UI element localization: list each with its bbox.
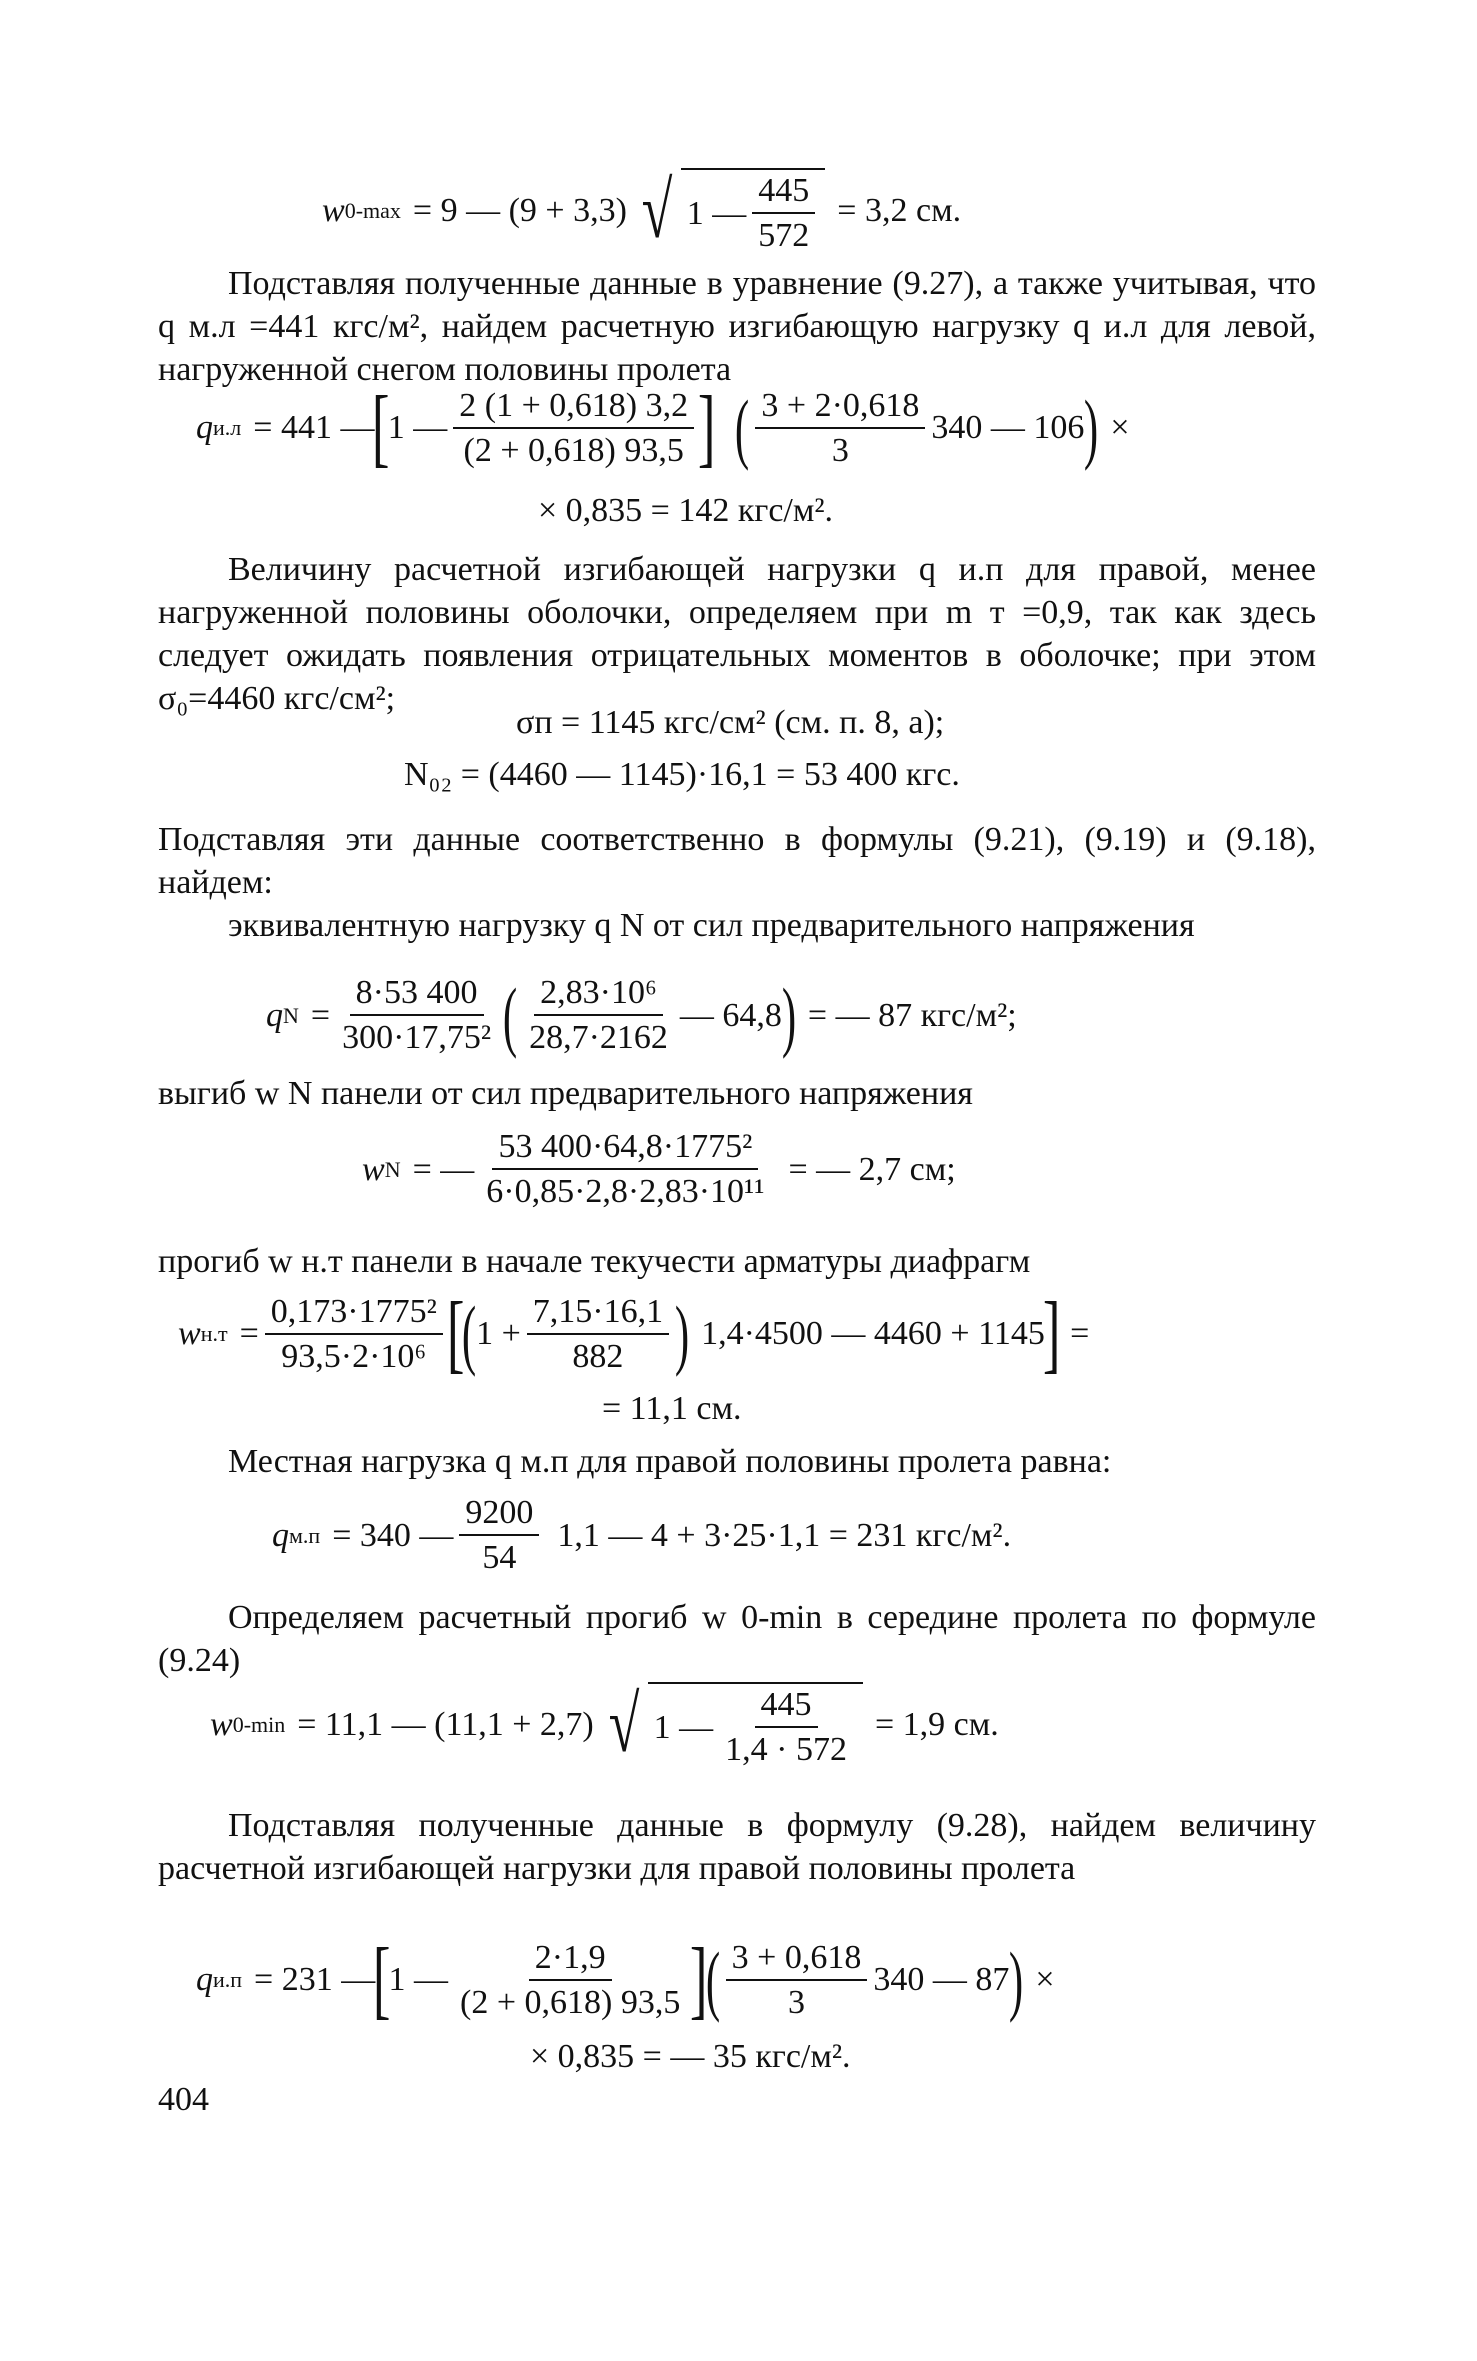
eq7-fraction-2: $\frac{7,15\cdot 16,1}{882}$	[527, 1295, 669, 1374]
paragraph-1: Подставляя полученные данные в уравнение (9.27), а также учитывая, что q м.л =441 кгс/м², найдем расчетную изгибающую нагрузку q и.л для левой, нагруженной снегом половины пролета	[158, 265, 1316, 388]
eq5-result: = — 87 кгс/м²;	[807, 996, 1017, 1034]
equation-q-ip-line2: × 0,835 = — 35 кгс/м².	[530, 2038, 851, 2075]
equation-q-ip: q и.п = 231 — [ 1 — $\frac{2\cdot 1,9}{(2 + 0,618) 93,5}$ ] ( $\frac{3 + 0,618}{3}$ 340 — 87 ) ×	[196, 1931, 1055, 2028]
eq8-lhs-sub: м.п	[289, 1522, 321, 1548]
eq6-lhs-sub: N	[384, 1156, 401, 1182]
eq9-lhs: w	[210, 1705, 233, 1743]
eq9-result: = 1,9 см.	[874, 1705, 999, 1743]
eq10-eq: = 231 —	[254, 1961, 376, 1998]
eq1-lhs-sub: 0-max	[344, 197, 401, 223]
eq2-tail: 340 — 106	[931, 409, 1085, 446]
eq9-lhs-sub: 0-min	[232, 1711, 286, 1737]
eq7-fraction-1: $\frac{\text{0,173·1775²}}{\text{93,5·2·10⁶}}$	[265, 1295, 443, 1374]
eq7-one: 1 +	[476, 1315, 521, 1352]
equation-q-il-line2: × 0,835 = 142 кгс/м².	[538, 492, 834, 529]
eq7-lhs-sub: н.т	[200, 1321, 228, 1346]
eq7-eq: =	[239, 1315, 259, 1352]
paragraph-8: Определяем расчетный прогиб w 0-min в середине пролета по формуле (9.24)	[158, 1599, 1316, 1679]
eq2-fraction-2: $\frac{3 + 2\cdot 0,618}{3}$	[755, 389, 925, 468]
eq5-fraction-2: $\frac{\text{2,83·10⁶}}{28,7\cdot 2162}$	[529, 974, 668, 1056]
eq6-eq: = —	[412, 1150, 475, 1188]
eq7-lhs: w	[178, 1315, 201, 1352]
eq9-minus: 1 —	[653, 1708, 714, 1746]
eq1-sqrt: √ 1 — $\frac{445}{572}$	[635, 168, 825, 253]
equation-w-nt-line2: = 11,1 см.	[602, 1390, 742, 1427]
eq1-minus: 1 —	[686, 194, 747, 232]
eq10-fraction-1: $\frac{2\cdot 1,9}{(2 + 0,618) 93,5}$	[460, 1938, 681, 2021]
equation-w0-min	[210, 1682, 999, 1767]
eq1-part1: = 9 — (9 + 3,3)	[412, 191, 627, 229]
equation-sigma-p: σп = 1145 кгс/см² (см. п. 8, а);	[516, 704, 945, 741]
eq5-tail: — 64,8	[679, 996, 782, 1034]
eq10-fraction-2: $\frac{3 + 0,618}{3}$	[726, 1941, 868, 2020]
eq6-result: = — 2,7 см;	[788, 1150, 956, 1188]
equation-q-il: q и.л = 441 — [ 1 — $\frac{2 (1 + 0,618) 3,2}{(2 + 0,618) 93,5}$ ] ( $\frac{3 + 2\cdot 0,618}{3}$ 340 — 106 ) ×	[196, 379, 1130, 476]
equation-w-nt: w н.т = $\frac{\text{0,173·1775²}}{\text{93,5·2·10⁶}}$ [ ( 1 + $\frac{7,15\cdot 16,1}{882}$ ) 1,4·4500 — 4460 + 1145 ] =	[178, 1285, 1090, 1382]
eq8-lhs: q	[272, 1516, 289, 1554]
equation-w0-max	[322, 168, 961, 253]
eq5-eq: =	[310, 996, 331, 1034]
eq9-sqrt: √ 1 — $\frac{445}{1,4 \cdot 572}$	[602, 1682, 863, 1767]
paragraph-7: Местная нагрузка q м.п для правой половины пролета равна:	[228, 1443, 1112, 1480]
eq2-one: 1 —	[387, 409, 448, 446]
eq2-lhs: q	[196, 409, 213, 446]
eq10-one: 1 —	[388, 1961, 449, 1998]
eq8-result: 1,1 — 4 + 3·25·1,1 = 231 кгс/м².	[557, 1516, 1012, 1554]
equation-q-mp	[272, 1496, 1011, 1575]
eq9-fraction: $\frac{445}{1,4 \cdot 572}$	[725, 1686, 847, 1768]
eq10-lhs-sub: и.п	[213, 1967, 243, 1992]
eq2-fraction-1: $\frac{2 (1 + 0,618) 3,2}{(2 + 0,618) 93,5}$	[453, 389, 694, 468]
eq8-eq: = 340 —	[332, 1516, 454, 1554]
equation-n02: N₀₂ = (4460 — 1145)·16,1 = 53 400 кгс.	[404, 756, 960, 793]
eq5-fraction-1: $\frac{8\cdot 53 400}{\text{300·17,75²}}$	[342, 974, 492, 1056]
eq10-times: ×	[1035, 1961, 1055, 1998]
paragraph-6: прогиб w н.т панели в начале текучести арматуры диафрагм	[158, 1243, 1031, 1280]
paragraph-4: эквивалентную нагрузку q N от сил предварительного напряжения	[228, 907, 1195, 944]
eq7-end: =	[1070, 1315, 1090, 1352]
eq2-times: ×	[1110, 409, 1130, 446]
eq2-eq: = 441 —	[253, 409, 375, 446]
paragraph-5: выгиб w N панели от сил предварительного напряжения	[158, 1075, 973, 1112]
equation-w-n	[362, 1130, 956, 1209]
eq10-tail: 340 — 87	[873, 1961, 1010, 1998]
eq1-lhs: w	[322, 191, 345, 229]
paragraph-3: Подставляя эти данные соответственно в формулы (9.21), (9.19) и (9.18), найдем:	[158, 821, 1316, 901]
eq2-lhs-sub: и.л	[213, 415, 242, 440]
eq6-lhs: w	[362, 1150, 385, 1188]
equation-q-n: q N = $\frac{8\cdot 53 400}{\text{300·17,75²}}$ ( $\frac{\text{2,83·10⁶}}{28,7\cdot 2162}$ — 64,8 ) = — 87 кгс/м²;	[266, 971, 1017, 1059]
eq10-lhs: q	[196, 1961, 213, 1998]
eq9-part1: = 11,1 — (11,1 + 2,7)	[297, 1705, 594, 1743]
eq7-tail: 1,4·4500 — 4460 + 1145	[701, 1315, 1045, 1352]
eq1-result: = 3,2 см.	[837, 191, 962, 229]
page-number: 404	[158, 2081, 209, 2118]
eq6-fraction: $\frac{\text{53 400·64,8·1775²}}{\text{6·0,85·2,8·2,83·10¹¹}}$	[486, 1128, 765, 1210]
eq1-fraction: $\frac{445}{572}$	[752, 174, 815, 253]
eq5-lhs-sub: N	[283, 1002, 299, 1028]
eq8-fraction: $\frac{9200}{54}$	[459, 1496, 539, 1575]
eq5-lhs: q	[266, 996, 283, 1034]
paragraph-9: Подставляя полученные данные в формулу (9.28), найдем величину расчетной изгибающей нагрузки для правой половины пролета	[158, 1807, 1316, 1887]
paragraph-2: Величину расчетной изгибающей нагрузки q и.п для правой, менее нагруженной половины оболочки, определяем при m т =0,9, так как здесь следует ожидать появления отрицательных моментов в оболочке; при этом σ₀=4460 кгс/см²;	[158, 551, 1316, 717]
